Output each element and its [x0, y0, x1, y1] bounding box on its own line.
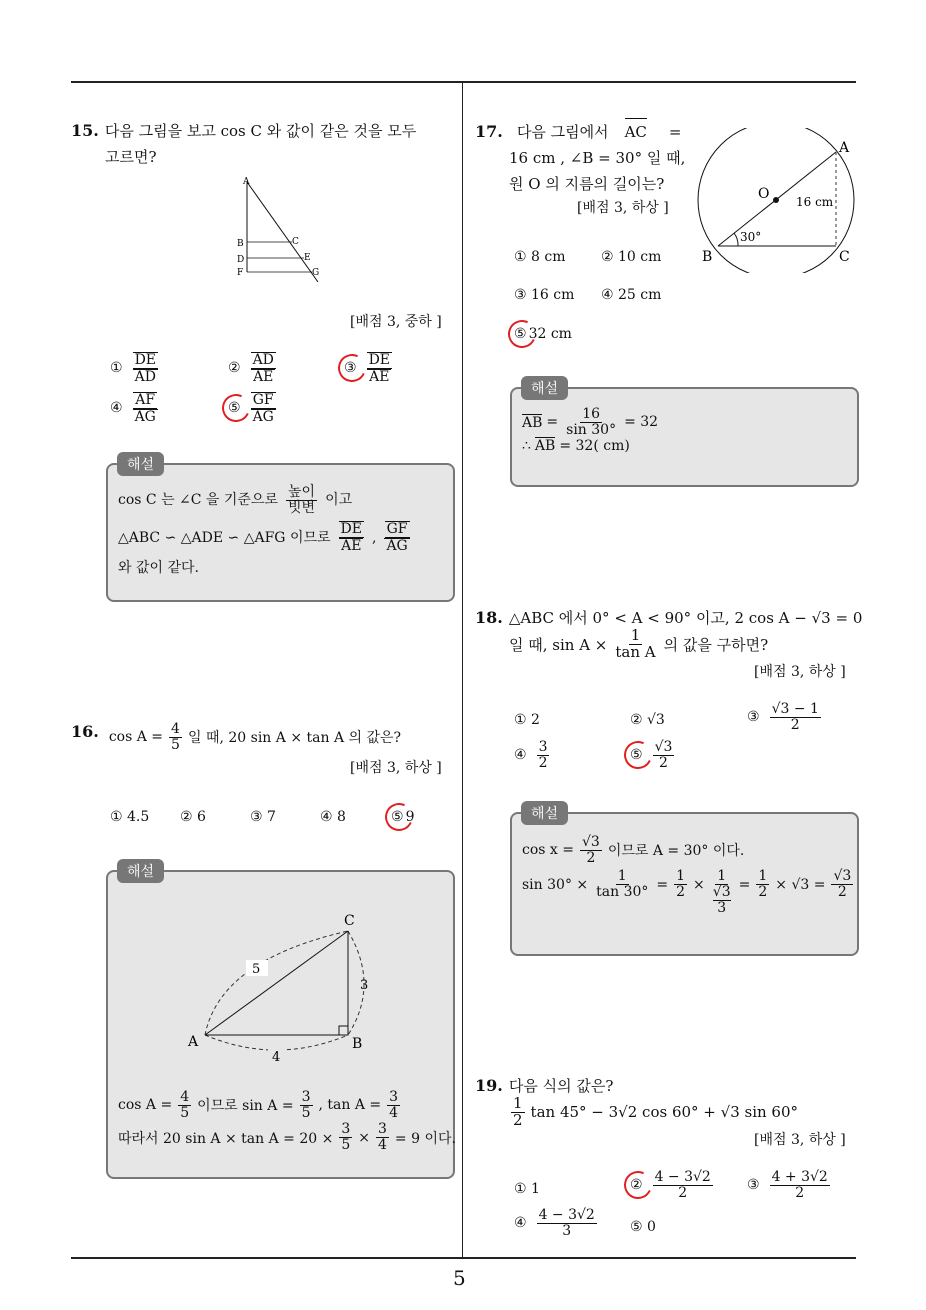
q16-post: 일 때, 20 sin A × tan A 의 값은?	[187, 730, 402, 747]
sol-num: 1	[758, 868, 768, 885]
choice-marker-selected: ⑤	[391, 809, 404, 825]
sol-text: cos C 는 ∠C 을 기준으로	[118, 492, 279, 509]
sol-num: 1	[617, 868, 627, 885]
choice-num: AD	[252, 352, 274, 368]
sol-text: ,	[371, 529, 377, 546]
q18-choice-2[interactable]	[630, 712, 665, 728]
q18-den: tan A	[615, 642, 656, 661]
choice-den: AG	[134, 408, 156, 425]
choice-label: ③ 7	[250, 809, 276, 825]
q17-number: 17.	[475, 121, 503, 141]
q15-choice-1[interactable]	[110, 352, 160, 384]
sol-text: 이므로 sin A =	[197, 1098, 294, 1115]
sol-num: √3	[581, 834, 600, 850]
q15-fig-A: A	[243, 177, 250, 187]
q16-choice-2[interactable]	[180, 809, 206, 825]
choice-label: ② √3	[630, 712, 665, 728]
q15-fig-G: G	[312, 268, 320, 278]
choice-num: DE	[368, 352, 391, 368]
q18-number: 18.	[475, 608, 503, 627]
choice-num: √3	[654, 739, 673, 755]
choice-label: ① 2	[514, 712, 540, 728]
q16-figure	[180, 905, 380, 1065]
q18-line2b: 의 값을 구하면?	[663, 635, 769, 654]
q17-solution-text	[522, 407, 658, 454]
sol-text: AB	[522, 414, 543, 431]
q18-choice-1[interactable]	[514, 712, 540, 728]
q16-pre: cos A =	[108, 729, 164, 746]
q16-fig-B: B	[352, 1036, 363, 1052]
sol-text: , tan A =	[318, 1097, 382, 1114]
top-rule	[71, 81, 856, 83]
sol-den: 3	[717, 899, 727, 916]
choice-marker: ④	[110, 400, 123, 417]
q19-choice-2[interactable]	[630, 1170, 715, 1200]
q17-fig-O: O	[758, 186, 770, 202]
choice-num: GF	[252, 392, 274, 408]
choice-label: ② 10 cm	[601, 249, 662, 265]
sol-text: 따라서 20 sin A × tan A = 20 ×	[118, 1130, 334, 1147]
q17-line1a: 다음 그림에서	[516, 122, 609, 141]
sol-den: 5	[180, 1104, 190, 1121]
q17-meta: [배점 3, 하상 ]	[577, 200, 669, 216]
choice-num: AF	[135, 392, 156, 408]
choice-den: AE	[369, 368, 390, 385]
q18-choice-3[interactable]	[747, 702, 823, 732]
q16-choice-3[interactable]	[250, 809, 276, 825]
sol-den: 2	[758, 884, 768, 901]
q18-choice-4[interactable]	[514, 740, 551, 770]
sol-text: 와 값이 같다.	[118, 559, 199, 576]
choice-marker: ③	[747, 709, 760, 726]
sol-num: 3	[341, 1121, 351, 1138]
choice-marker-selected: ③	[344, 360, 357, 377]
choice-num: 4 + 3√2	[771, 1169, 828, 1185]
sol-text: =	[738, 877, 751, 894]
q18-num: 1	[630, 626, 641, 644]
sol-num: 1	[676, 868, 686, 885]
choice-num: DE	[134, 352, 157, 368]
sol-den: 2	[676, 884, 686, 901]
choice-marker: ②	[228, 360, 241, 377]
bottom-rule	[71, 1257, 856, 1259]
sol-text: ×	[693, 877, 705, 894]
sol-num: DE	[340, 521, 362, 538]
sol-text: × √3 =	[775, 877, 826, 894]
q19-text	[475, 1075, 798, 1129]
choice-num: √3 − 1	[771, 701, 819, 717]
sol-den: 2	[837, 884, 847, 901]
q17-solution-tag: 해설	[521, 376, 568, 400]
q18-solution-tag: 해설	[521, 801, 568, 825]
q17-line3: 원 O 의 지름의 길이는?	[509, 175, 665, 193]
choice-label: ④ 25 cm	[601, 287, 662, 303]
q19-choice-3[interactable]	[747, 1170, 832, 1200]
q16-number: 16.	[71, 722, 99, 741]
q17-fig-B: B	[702, 249, 713, 265]
q15-fig-E: E	[304, 253, 311, 263]
choice-marker-selected: ②	[630, 1177, 643, 1194]
sol-num: √3	[712, 884, 731, 901]
q17-choice-3[interactable]	[514, 287, 574, 303]
sol-text: cos x =	[522, 842, 574, 859]
q16-fig-side5: 5	[252, 962, 261, 977]
q17-fig-A: A	[839, 140, 850, 156]
q16-fig-C: C	[344, 913, 355, 929]
q18-solution-text	[522, 835, 855, 915]
q15-line1: 다음 그림을 보고 cos C 와 값이 같은 것을 모두	[104, 122, 417, 140]
sol-den: tan 30°	[596, 884, 649, 901]
q17-fig-length: 16 cm	[796, 195, 834, 209]
sol-num: √3	[833, 868, 852, 885]
q16-meta: [배점 3, 하상 ]	[350, 760, 442, 776]
q15-text	[71, 118, 416, 170]
q16-text	[71, 722, 401, 752]
q17-fig-angle: 30°	[740, 230, 762, 244]
q15-choice-5[interactable]	[228, 392, 278, 424]
q15-choice-4[interactable]	[110, 392, 160, 424]
sol-den: 5	[301, 1104, 311, 1121]
choice-den: AE	[253, 368, 274, 385]
q15-choice-2[interactable]	[228, 352, 278, 384]
q16-den: 5	[171, 736, 180, 753]
choice-label: ④ 8	[320, 809, 346, 825]
choice-marker-selected: ⑤	[228, 400, 241, 417]
choice-label: ① 1	[514, 1181, 540, 1197]
choice-marker: ③	[747, 1177, 760, 1194]
sol-text: = 32( cm)	[559, 437, 630, 454]
q17-text	[475, 118, 685, 197]
q17-line1b: AC	[625, 118, 647, 145]
choice-den: 3	[562, 1222, 572, 1239]
q19-number: 19.	[475, 1076, 503, 1095]
q19-choice-4[interactable]	[514, 1208, 599, 1238]
q15-solution-tag: 해설	[117, 452, 164, 476]
choice-marker: ④	[514, 1215, 527, 1232]
choice-marker: ①	[110, 360, 123, 377]
q15-fig-F: F	[237, 268, 244, 278]
sol-text: =	[546, 414, 559, 431]
q16-choice-1[interactable]	[110, 809, 149, 825]
q17-line2: 16 cm , ∠B = 30° 일 때,	[509, 149, 686, 167]
q19-num: 1	[513, 1094, 523, 1112]
sol-den: sin 30°	[566, 421, 617, 438]
sol-text: =	[656, 877, 669, 894]
sol-num: 1	[717, 868, 727, 885]
choice-label: 32 cm	[528, 326, 572, 342]
sol-num: 3	[301, 1089, 311, 1105]
q15-figure	[232, 172, 332, 282]
q17-choice-1[interactable]	[514, 249, 565, 265]
q16-choice-4[interactable]	[320, 809, 346, 825]
q19-choice-1[interactable]	[514, 1181, 540, 1197]
sol-den: AE	[341, 538, 362, 555]
sol-num: 4	[180, 1089, 190, 1105]
q16-fig-side4: 4	[272, 1050, 281, 1065]
choice-den: 2	[790, 716, 800, 733]
sol-num: 16	[582, 406, 601, 422]
q19-choice-5[interactable]	[630, 1219, 656, 1235]
q18-line2a: 일 때, sin A ×	[509, 635, 608, 654]
sol-text: △ABC ∽ △ADE ∽ △AFG 이므로	[118, 529, 331, 546]
column-divider	[462, 83, 463, 1257]
sol-num: GF	[386, 521, 408, 538]
q16-num: 4	[171, 721, 180, 737]
q15-meta: [배점 3, 중하 ]	[350, 314, 442, 330]
q19-line1: 다음 식의 값은?	[508, 1077, 614, 1095]
choice-marker-selected: ⑤	[630, 747, 643, 764]
sol-text: 이므로 A = 30° 이다.	[607, 843, 745, 860]
choice-label: ⑤ 0	[630, 1219, 656, 1235]
sol-text: 이고	[325, 492, 353, 509]
choice-num: 3	[538, 739, 548, 755]
sol-den: 5	[341, 1137, 351, 1154]
sol-num: 3	[378, 1121, 387, 1138]
q17-choice-5[interactable]	[514, 326, 572, 342]
sol-text: sin 30° ×	[522, 877, 589, 894]
q15-solution-text	[118, 485, 412, 578]
choice-num: 4 − 3√2	[538, 1207, 595, 1223]
q19-meta: [배점 3, 하상 ]	[754, 1132, 846, 1148]
q15-fig-B: B	[237, 239, 244, 249]
q18-choice-5[interactable]	[630, 740, 676, 770]
choice-marker: ④	[514, 747, 527, 764]
q19-den: 2	[513, 1110, 523, 1129]
sol-den: AG	[386, 538, 408, 555]
choice-den: 2	[538, 754, 548, 771]
q15-fig-D: D	[237, 255, 245, 265]
q15-fig-C: C	[292, 237, 299, 247]
q16-fig-side3: 3	[360, 978, 369, 993]
choice-label: ③ 16 cm	[514, 287, 575, 303]
choice-label: ② 6	[180, 809, 206, 825]
q15-choice-3[interactable]	[344, 352, 394, 384]
q16-solution-tag: 해설	[117, 859, 164, 883]
choice-label: 9	[405, 809, 415, 825]
q18-text	[475, 607, 862, 661]
q15-number: 15.	[71, 121, 99, 140]
choice-den: 2	[659, 754, 668, 771]
q18-meta: [배점 3, 하상 ]	[754, 664, 846, 680]
choice-den: AD	[134, 368, 156, 385]
sol-text: = 9 이다.	[394, 1130, 456, 1147]
choice-den: 2	[795, 1184, 805, 1201]
sol-text: ×	[358, 1129, 370, 1146]
sol-num: 높이	[288, 484, 316, 500]
q17-figure	[696, 128, 862, 273]
q17-line1c: =	[668, 122, 682, 141]
choice-num: 4 − 3√2	[654, 1169, 711, 1185]
sol-text: cos A =	[118, 1097, 173, 1114]
q16-choice-5[interactable]	[391, 809, 414, 825]
choice-den: 2	[678, 1184, 688, 1201]
choice-label: ① 4.5	[110, 809, 150, 825]
sol-text: ∴	[522, 437, 531, 454]
q16-fig-A: A	[188, 1034, 199, 1050]
sol-den: 빗변	[288, 499, 316, 516]
sol-den: 4	[378, 1137, 387, 1154]
page-number: 5	[453, 1266, 466, 1290]
q15-line2: 고르면?	[105, 148, 157, 166]
q16-solution-text	[118, 1090, 456, 1153]
q18-line1: △ABC 에서 0° < A < 90° 이고, 2 cos A − √3 = 0	[508, 609, 863, 627]
sol-text: = 32	[624, 414, 659, 431]
q17-fig-C: C	[839, 249, 850, 265]
q17-choice-4[interactable]	[601, 287, 661, 303]
q17-choice-2[interactable]	[601, 249, 661, 265]
q19-expression: tan 45° − 3√2 cos 60° + √3 sin 60°	[530, 1103, 799, 1122]
sol-num: 3	[389, 1089, 399, 1105]
choice-marker-selected: ⑤	[514, 326, 527, 342]
sol-text: AB	[534, 438, 556, 455]
choice-den: AG	[252, 408, 274, 425]
sol-den: 2	[586, 849, 596, 866]
sol-den: 4	[389, 1104, 399, 1121]
choice-label: ① 8 cm	[514, 249, 566, 265]
